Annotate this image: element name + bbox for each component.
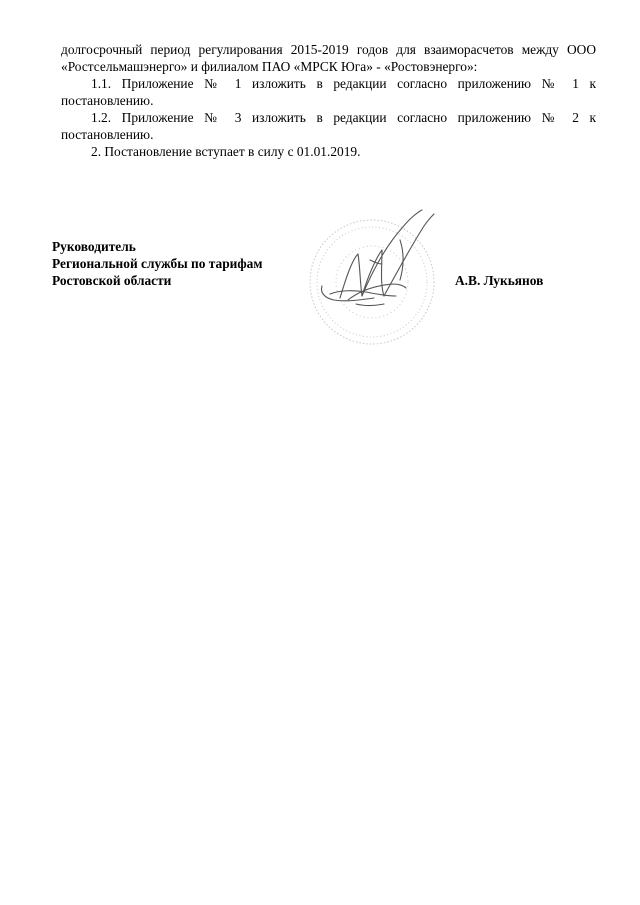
signatory-position <box>52 238 262 289</box>
signatory-position-line: Руководитель <box>52 239 136 254</box>
paragraph-continuation: долгосрочный период регулирования 2015-2019 годов для взаиморасчетов между ООО «Ростсельмашэнерго» и филиалом ПАО «МРСК Юга» - «Ростовэнерго»: <box>61 42 596 74</box>
paragraph-item-1-2: 1.2. Приложение № 3 изложить в редакции согласно приложению № 2 к постановлению. <box>61 110 596 142</box>
signer-name: А.В. Лукьянов <box>455 273 544 288</box>
seal-and-signature-drawing <box>300 200 470 370</box>
official-seal-icon <box>300 200 470 370</box>
signatory-position-line: Региональной службы по тарифам <box>52 256 263 271</box>
paragraph-item-1-1: 1.1. Приложение № 1 изложить в редакции согласно приложению № 1 к постановлению. <box>61 76 596 108</box>
paragraph-item-2: 2. Постановление вступает в силу с 01.01.2019. <box>91 144 361 159</box>
signatory-position-line: Ростовской области <box>52 273 172 288</box>
